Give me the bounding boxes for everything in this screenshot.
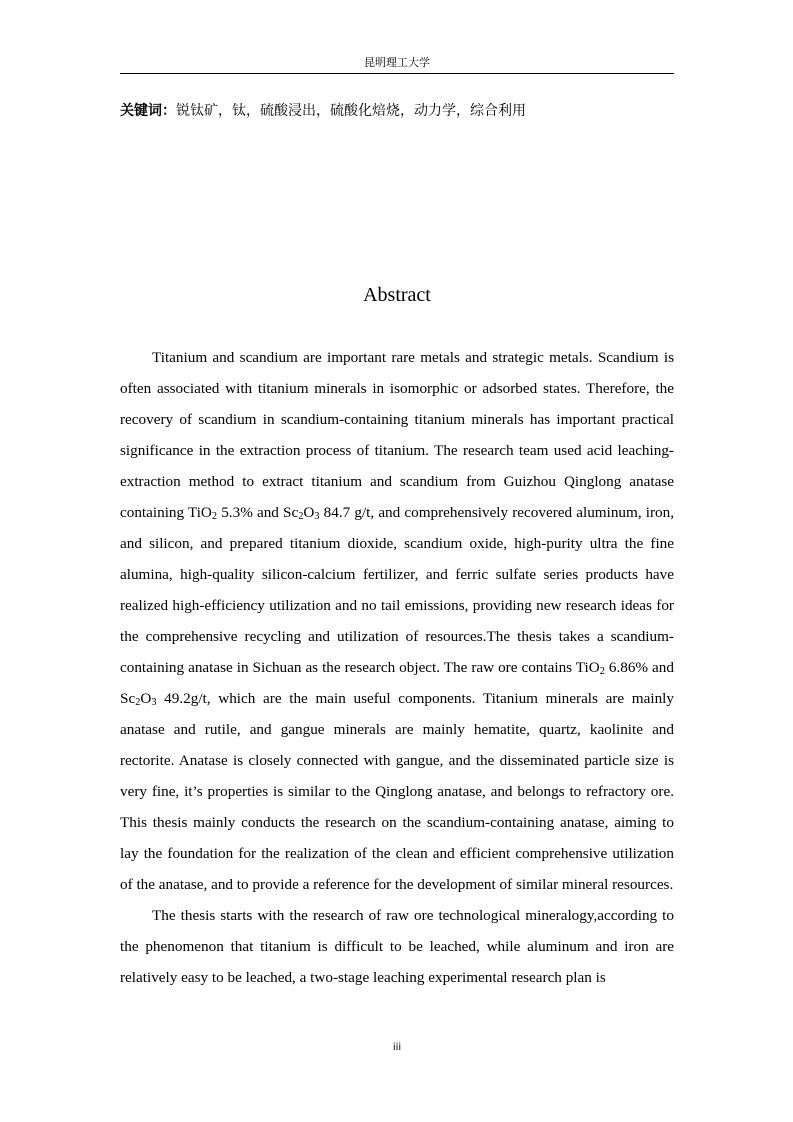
abstract-p1-text-6: O — [140, 690, 152, 707]
abstract-p1-text-3: O — [303, 504, 315, 521]
abstract-p1-text-1: Titanium and scandium are important rare metals and strategic metals. Scandium is often associated with titanium minerals in isomorphic or adsorbed states. Therefore, the recovery of scandium in scandium-containing titanium minerals has important practical significance in the extraction process of titanium. The research team used acid leaching-extraction method to extract titanium and scandium from Guizhou Qinglong anatase containing TiO — [120, 349, 674, 521]
keywords-line — [120, 101, 680, 121]
abstract-p1-text-2: 5.3% and Sc — [217, 504, 299, 521]
subscript-digit: 2 — [599, 666, 605, 678]
abstract-paragraph-2: The thesis starts with the research of raw ore technological mineralogy,according to the phenomenon that titanium is difficult to be leached, while aluminum and iron are relatively easy to be leached, a two-stage leaching experimental research plan is — [120, 907, 674, 986]
abstract-paragraph-1 — [120, 342, 674, 900]
subscript-digit: 2 — [298, 511, 304, 523]
abstract-title: Abstract — [363, 284, 431, 306]
abstract-p1-text-4: 84.7 g/t, and comprehensively recovered aluminum, iron, and silicon, and prepared titanium dioxide, scandium oxide, high-purity ultra the fine alumina, high-quality silicon-calcium fertilizer, and ferric sulfate series products have realized high-efficiency utilization and no tail emissions, providing new research ideas for the comprehensive recycling and utilization of resources.The thesis takes a scandium-containing anatase in Sichuan as the research object. The raw ore contains TiO — [120, 504, 675, 676]
abstract-body — [120, 342, 674, 993]
subscript-digit: 3 — [151, 697, 157, 709]
subscript-digit: 2 — [211, 511, 218, 523]
keywords-text: 锐钛矿，钛，硫酸浸出，硫酸化焙烧，动力学，综合利用 — [176, 103, 526, 119]
header-rule — [120, 73, 674, 74]
abstract-p1-text-5: 6.86% and Sc — [120, 659, 674, 707]
abstract-p1-text-7: 49.2g/t, which are the main useful components. Titanium minerals are mainly anatase and rutile, and gangue minerals are mainly hematite, quartz, kaolinite and rectorite. Anatase is closely connected with gangue, and the disseminated particle size is very fine, it’s properties is similar to the Qinglong anatase, and belongs to refractory ore. This thesis mainly conducts the research on the scandium-containing anatase, aiming to lay the foundation for the realization of the clean and efficient comprehensive utilization of the anatase, and to provide a reference for the development of similar mineral resources. — [120, 690, 674, 893]
subscript-digit: 2 — [135, 697, 141, 709]
keywords-label: 关键词： — [120, 103, 176, 119]
running-header: 昆明理工大学 — [364, 56, 430, 69]
page-number: iii — [392, 1042, 402, 1053]
subscript-digit: 3 — [314, 511, 320, 523]
